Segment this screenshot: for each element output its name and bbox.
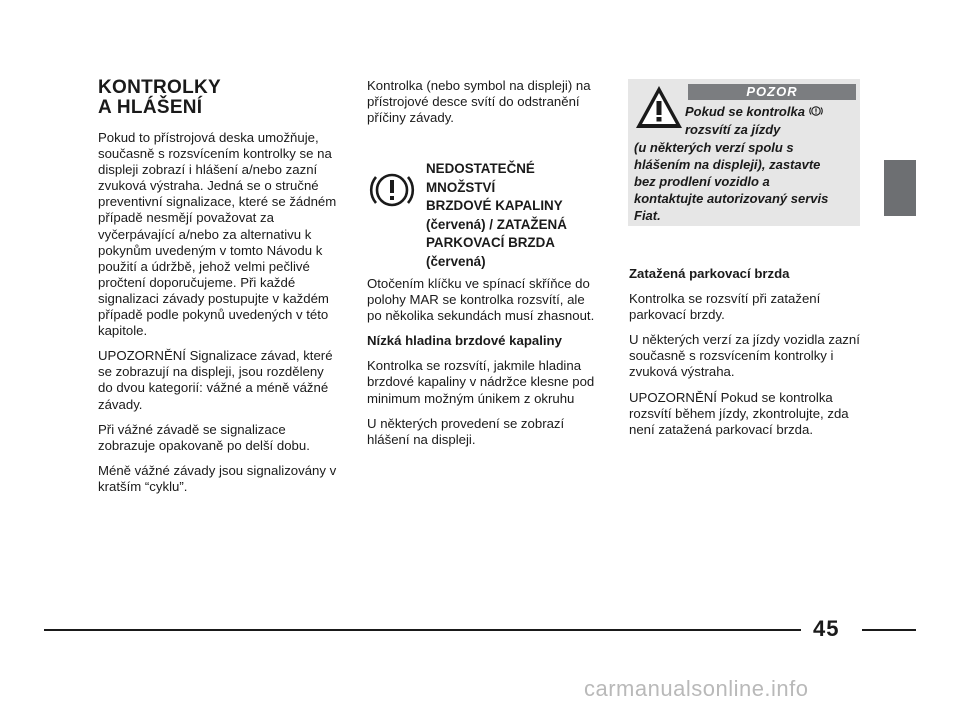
column-middle-intro: [367, 78, 603, 135]
heading-line: MNOŽSTVÍ: [426, 179, 496, 195]
heading-line: PARKOVACÍ BRZDA: [426, 235, 555, 251]
heading-line: NEDOSTATEČNÉ: [426, 161, 535, 176]
warning-text-line: kontaktujte autorizovaný servis: [634, 191, 829, 206]
warning-text-line: rozsvítí za jízdy: [685, 122, 781, 137]
minor-fault-paragraph: Méně vážné závady jsou signalizovány v kratším “cyklu”.: [98, 462, 337, 494]
warning-text-line: bez prodlení vozidlo a: [634, 174, 770, 189]
key-mar-paragraph: Otočením klíčku ve spínací skříňce do polohy MAR se kontrolka rozsvítí, ale po několika sekundách musí zhasnout.: [367, 276, 595, 324]
page-number: 45: [813, 616, 840, 641]
hazard-triangle-icon: [634, 84, 684, 130]
serious-fault-paragraph: Při vážné závadě se signalizace zobrazuje opakovaně po delší dobu.: [98, 421, 310, 453]
indicator-intro: Kontrolka (nebo symbol na displeji) na přístrojové desce svítí do odstranění příčiny závady.: [367, 78, 591, 126]
warning-text-line: Pokud se kontrolka: [685, 104, 823, 120]
watermark: carmanualsonline.info: [584, 676, 809, 701]
section-side-tab: [884, 160, 916, 216]
section-heading: [98, 78, 338, 118]
heading-line: BRZDOVÉ KAPALINY: [426, 198, 563, 214]
brake-warning-icon: [809, 105, 823, 117]
warning-text-line: hlášením na displeji), zastavte: [634, 157, 821, 172]
column-left: [98, 78, 338, 504]
display-message-paragraph: U některých provedení se zobrazí hlášení na displeji.: [367, 415, 565, 447]
brake-warning-heading: [426, 160, 606, 272]
column-middle-body: [367, 276, 603, 457]
heading-line-1: KONTROLKY: [98, 77, 222, 98]
warning-text-line: (u některých verzí spolu s: [634, 140, 794, 155]
note-paragraph: UPOZORNĚNÍ Signalizace závad, které se zobrazují na displeji, jsou rozděleny do dvou kategorií: vážné a méně vážné závady.: [98, 348, 333, 412]
parking-brake-note: UPOZORNĚNÍ Pokud se kontrolka rozsvítí během jízdy, zkontrolujte, zda není zatažená parkovací brzda.: [629, 389, 849, 437]
intro-paragraph: Pokud to přístrojová deska umožňuje, současně s rozsvícením kontrolky se na displeji zobrazí i hlášení a/nebo zazní zvuková výstraha. Jedná se o stručné preventivní signalizace, které se žádném případě nesmějí považovat za vyčerpávající a/nebo za alternativu k pokynům uvedeným v tomto Návodu k použití a údržbě, jehož velmi pečlivé pročtení doporučujeme. Při každé signalizaci závady postupujte v každém případě podle pokynů uvedených v této kapitole.: [98, 130, 337, 339]
buzzer-paragraph: U některých verzí za jízdy vozidla zazní současně s rozsvícením kontrolky i zvuková výstraha.: [629, 332, 860, 380]
brake-warning-icon: [367, 165, 417, 215]
parking-brake-paragraph: Kontrolka se rozsvítí při zatažení parkovací brzdy.: [629, 291, 821, 323]
heading-line: (červená): [426, 253, 486, 269]
parking-brake-subheading: Zatažená parkovací brzda: [629, 266, 790, 281]
low-fluid-paragraph: Kontrolka se rozsvítí, jakmile hladina brzdové kapaliny v nádržce klesne pod minimum možným únikem z okruhu: [367, 358, 595, 406]
footer-rule-left: [44, 629, 801, 631]
low-fluid-subheading: Nízká hladina brzdové kapaliny: [367, 333, 562, 349]
heading-line: (červená) / ZATAŽENÁ: [426, 216, 567, 232]
footer-rule-right: [862, 629, 916, 631]
heading-line-2: A HLÁŠENÍ: [98, 97, 203, 118]
warning-text-line: Fiat.: [634, 208, 661, 223]
pozor-label: POZOR: [688, 84, 856, 100]
column-right: [629, 266, 861, 447]
